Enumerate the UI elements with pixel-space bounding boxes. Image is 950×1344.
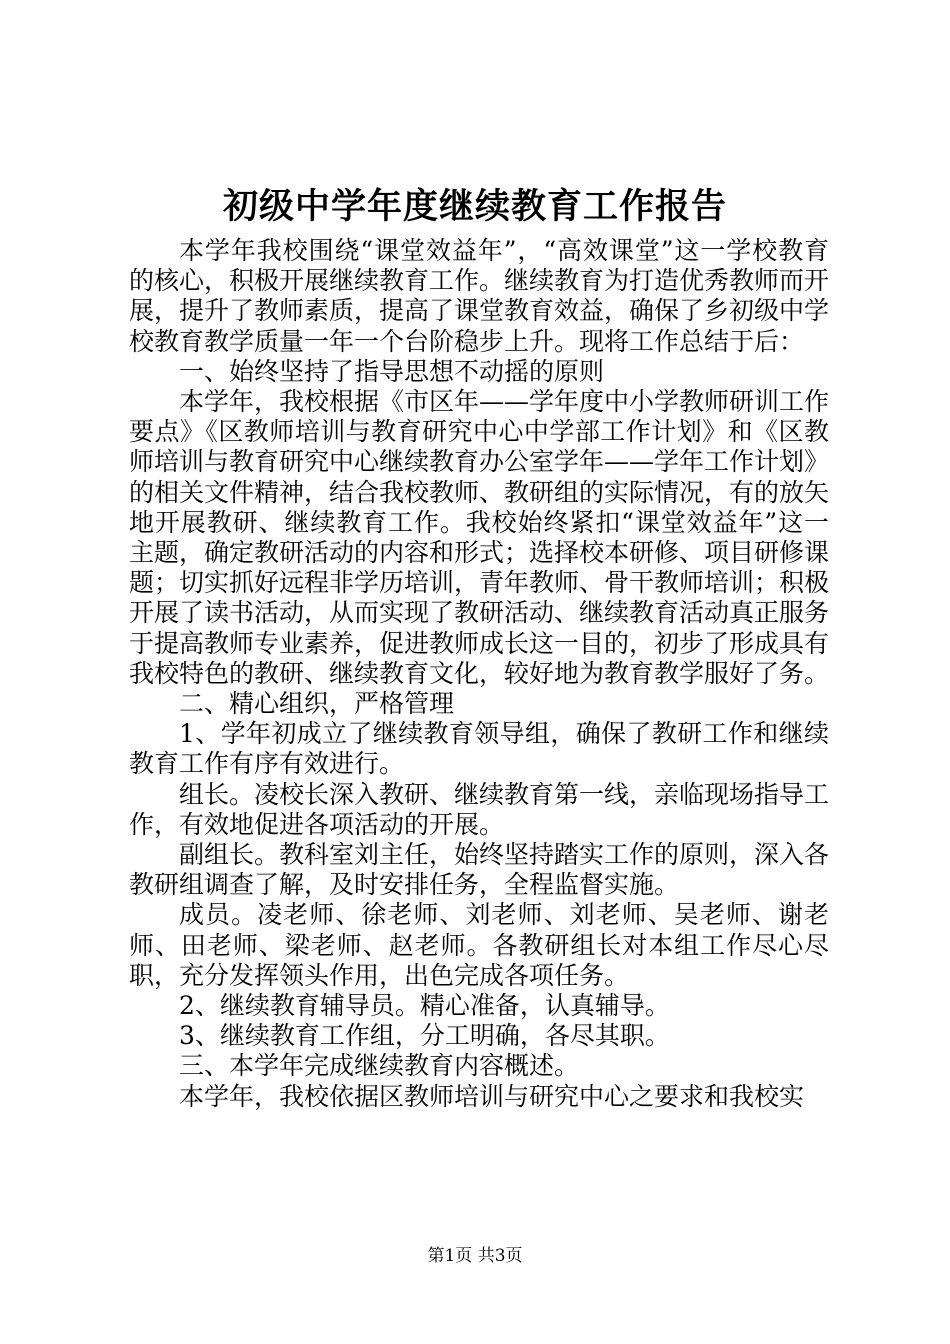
paragraph-leader: 组长。凌校长深入教研、继续教育第一线，亲临现场指导工作，有效地促进各项活动的开展。 <box>129 779 830 839</box>
paragraph-section-1: 本学年，我校根据《市区年——学年度中小学教师研训工作要点》《区教师培训与教育研究中心中学部工作计划》和《区教师培训与教育研究中心继续教育办公室学年——学年工作计划》的相关文件精神，结合我校教师、教研组的实际情况，有的放矢地开展教研、继续教育工作。我校始终紧扣“课堂效益年”这一主题，确定教研活动的内容和形式；选择校本研修、项目研修课题；切实抓好远程非学历培训，青年教师、骨干教师培训；积极开展了读书活动，从而实现了教研活动、继续教育活动真正服务于提高教师专业素养，促进教师成长这一目的，初步了形成具有我校特色的教研、继续教育文化，较好地为教育教学服好了务。 <box>129 387 830 688</box>
section-heading-1: 一、始终坚持了指导思想不动摇的原则 <box>179 356 605 386</box>
paragraph-intro: 本学年我校围绕“课堂效益年”，“高效课堂”这一学校教育的核心，积极开展继续教育工作。继续教育为打造优秀教师而开展，提升了教师素质，提高了课堂教育效益，确保了乡初级中学校教育教学质量一年一个台阶稳步上升。现将工作总结于后： <box>129 236 830 356</box>
page-footer: 第1页 共3页 <box>427 1246 523 1266</box>
section-heading-3: 三、本学年完成继续教育内容概述。 <box>179 1051 580 1081</box>
section-heading-2: 二、精心组织，严格管理 <box>179 689 455 719</box>
paragraph-members: 成员。凌老师、徐老师、刘老师、刘老师、吴老师、谢老师、田老师、梁老师、赵老师。各教研组长对本组工作尽心尽职，充分发挥领头作用，出色完成各项任务。 <box>129 900 829 990</box>
document-body <box>129 236 829 1112</box>
paragraph-item-1: 1、学年初成立了继续教育领导组，确保了教研工作和继续教育工作有序有效进行。 <box>129 719 829 779</box>
paragraph-deputy-leader: 副组长。教科室刘主任，始终坚持踏实工作的原则，深入各教研组调查了解，及时安排任务，全程监督实施。 <box>129 840 830 900</box>
paragraph-item-3: 3、继续教育工作组，分工明确，各尽其职。 <box>179 1021 670 1051</box>
paragraph-section-3: 本学年，我校依据区教师培训与研究中心之要求和我校实 <box>179 1081 805 1111</box>
document-title: 初级中学年度继续教育工作报告 <box>222 186 727 227</box>
paragraph-item-2: 2、继续教育辅导员。精心准备，认真辅导。 <box>179 991 670 1021</box>
